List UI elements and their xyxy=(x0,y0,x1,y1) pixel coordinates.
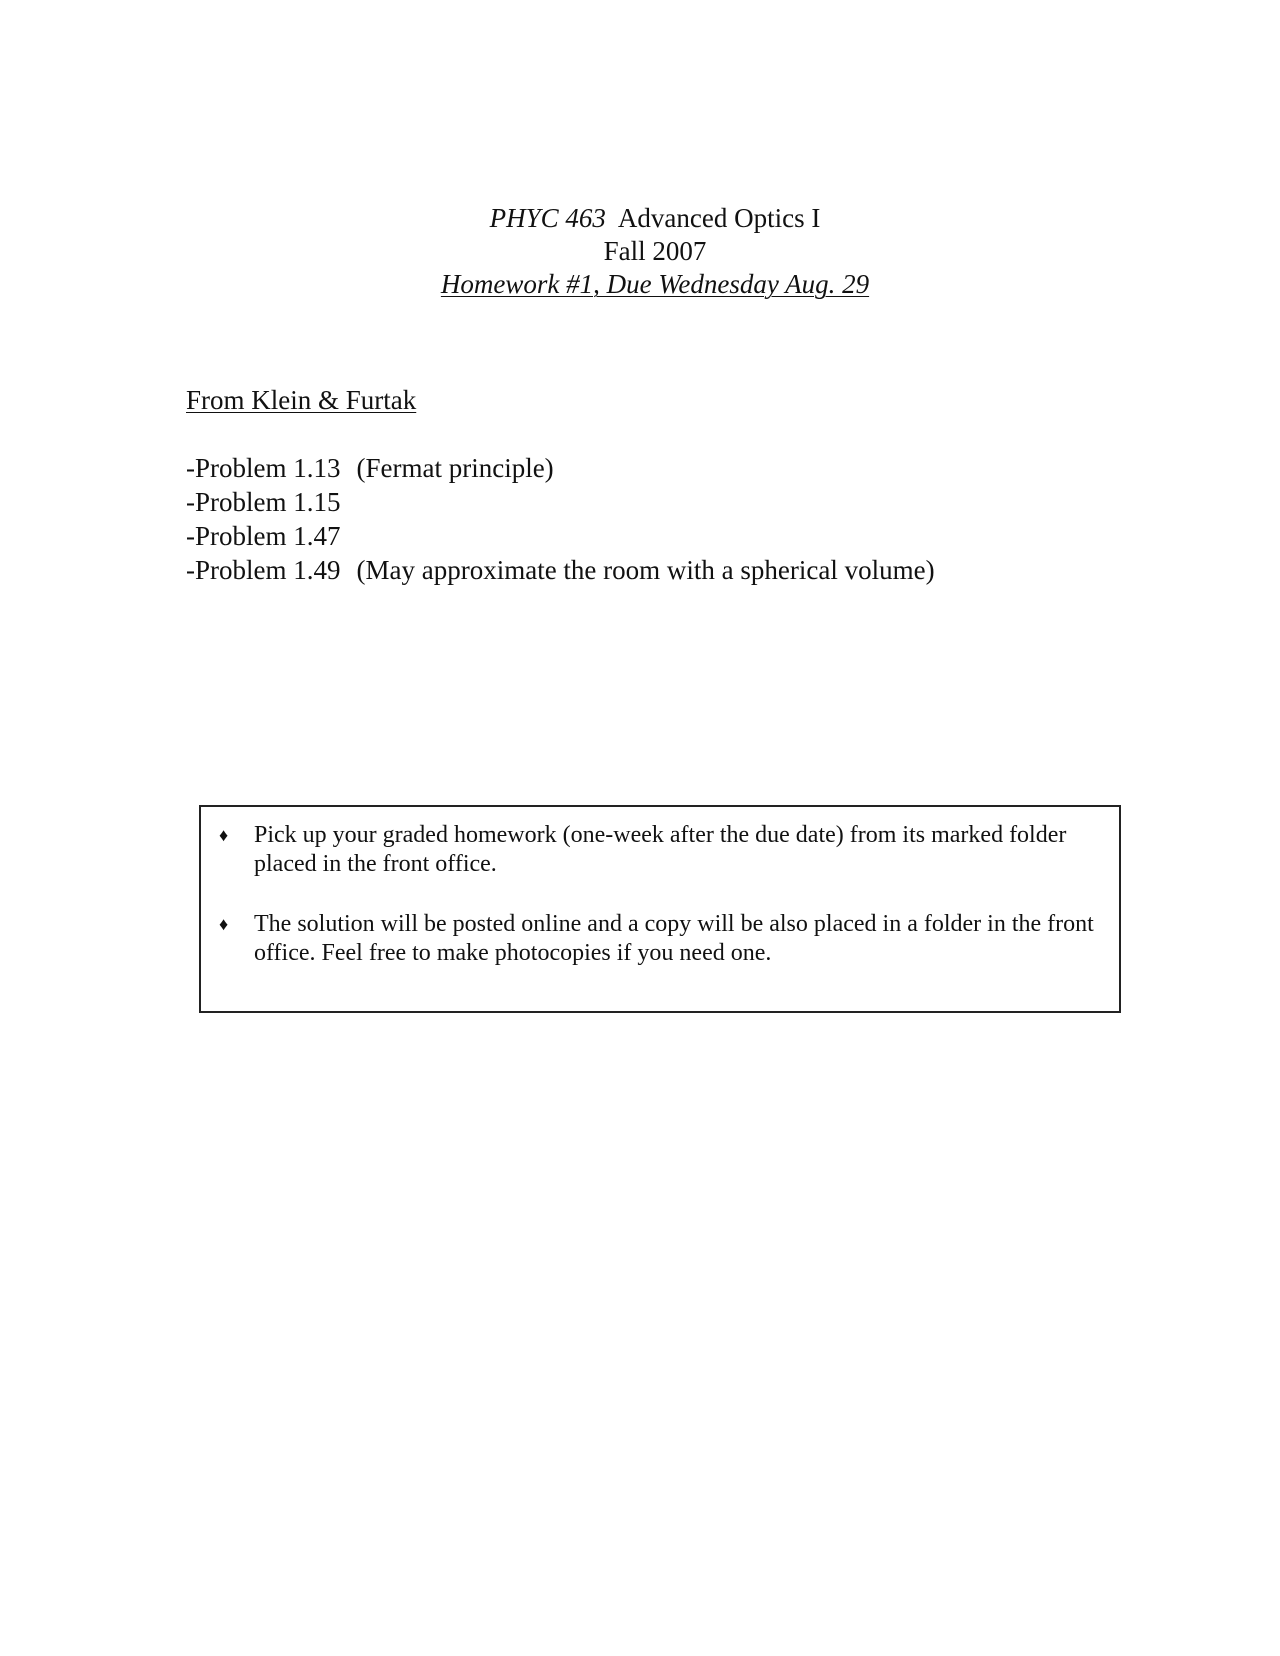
assignment-title-line xyxy=(0,268,1280,301)
problem-label: -Problem 1.13 xyxy=(186,453,341,483)
term: Fall 2007 xyxy=(603,236,707,266)
notice-box xyxy=(199,805,1121,1013)
course-title-line xyxy=(0,202,1280,235)
problem-list xyxy=(186,451,935,587)
notice-text: The solution will be posted online and a copy will be also placed in a folder in the front office. Feel free to make photocopies if you need one. xyxy=(254,911,1094,966)
assignment-title: Homework #1, Due Wednesday Aug. 29 xyxy=(440,269,870,299)
course-code: PHYC 463 xyxy=(489,203,606,233)
diamond-bullet-icon: ♦ xyxy=(219,914,229,934)
textbook-source: From Klein & Furtak xyxy=(186,385,417,415)
problem-item xyxy=(186,451,935,485)
problem-item xyxy=(186,553,935,587)
problem-label: -Problem 1.49 xyxy=(186,555,341,585)
problem-note: (Fermat principle) xyxy=(356,453,554,483)
notice-list xyxy=(219,821,1099,999)
notice-item xyxy=(219,821,1099,879)
document-header xyxy=(0,202,1280,301)
problem-item xyxy=(186,519,935,553)
problem-note: (May approximate the room with a spherical volume) xyxy=(356,555,935,585)
diamond-bullet-icon: ♦ xyxy=(219,825,229,845)
problem-label: -Problem 1.47 xyxy=(186,521,341,551)
notice-text: Pick up your graded homework (one-week after the due date) from its marked folder placed in the front office. xyxy=(254,822,1067,877)
course-name: Advanced Optics I xyxy=(617,203,821,233)
notice-item xyxy=(219,910,1099,968)
problem-label: -Problem 1.15 xyxy=(186,487,341,517)
problem-item xyxy=(186,485,935,519)
